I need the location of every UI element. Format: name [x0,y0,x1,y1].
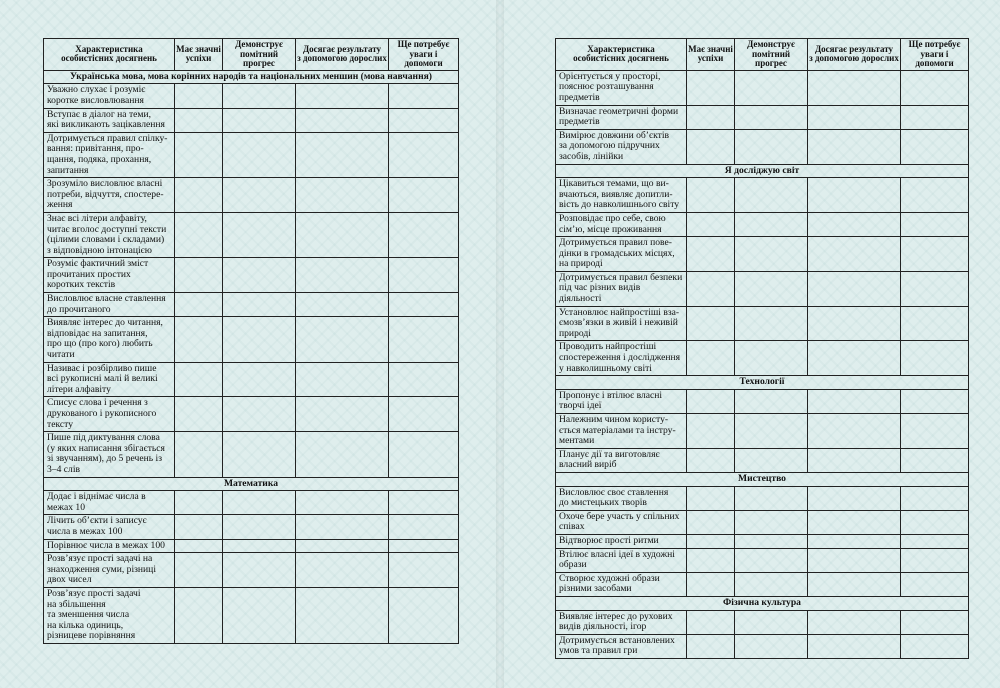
section-row [556,596,969,610]
characteristic-label: Орієнтується у просторі, пояснює розташування предметів [556,70,687,105]
significant-success-cell[interactable] [687,341,735,376]
section-row [556,472,969,486]
right-assessment-table [555,38,969,659]
noticeable-progress-cell[interactable] [223,491,296,515]
noticeable-progress-cell[interactable] [223,515,296,539]
characteristic-label: Належним чином користу- ється матеріалами та інстру- ментами [556,414,687,449]
table-row [556,448,969,472]
characteristic-label: Дотримується правил безпеки під час різних видів діяльності [556,271,687,306]
table-row [44,515,459,539]
needs-attention-cell[interactable] [389,132,459,177]
needs-attention-cell[interactable] [389,178,459,213]
with-adult-help-cell[interactable] [296,539,389,553]
header-characteristic: Характеристика особистісних досягнень [44,39,175,71]
needs-attention-cell[interactable] [901,70,969,105]
table-row [44,397,459,432]
right-page [500,0,1000,688]
characteristic-label: Створює художні образи різними засобами [556,572,687,596]
significant-success-cell[interactable] [175,212,223,257]
characteristic-label: Визначає геометричні форми предметів [556,105,687,129]
table-row [556,271,969,306]
table-row [44,132,459,177]
needs-attention-cell[interactable] [901,178,969,213]
table-row [44,553,459,588]
significant-success-cell[interactable] [175,84,223,108]
needs-attention-cell[interactable] [389,432,459,477]
significant-success-cell[interactable] [687,610,735,634]
section-row [44,70,459,84]
needs-attention-cell[interactable] [389,317,459,362]
table-row [556,548,969,572]
section-row [556,164,969,178]
section-title: Українська мова, мова корінних народів та національних меншин (мова навчання) [44,70,459,84]
table-row [556,534,969,548]
with-adult-help-cell[interactable] [808,572,901,596]
with-adult-help-cell[interactable] [808,178,901,213]
needs-attention-cell[interactable] [901,341,969,376]
with-adult-help-cell[interactable] [808,306,901,341]
section-title: Мистецтво [556,472,969,486]
significant-success-cell[interactable] [687,212,735,236]
significant-success-cell[interactable] [687,271,735,306]
section-title: Фізична культура [556,596,969,610]
header-with-adult-help: Досягає результату з допомогою дорослих [296,39,389,71]
table-row [556,414,969,449]
noticeable-progress-cell[interactable] [223,362,296,397]
noticeable-progress-cell[interactable] [735,129,808,164]
table-row [556,105,969,129]
significant-success-cell[interactable] [687,105,735,129]
needs-attention-cell[interactable] [389,84,459,108]
with-adult-help-cell[interactable] [296,553,389,588]
needs-attention-cell[interactable] [389,362,459,397]
characteristic-label: Вимірює довжини об’єктів за допомогою підручних засобів, лінійки [556,129,687,164]
needs-attention-cell[interactable] [389,587,459,643]
with-adult-help-cell[interactable] [808,389,901,413]
with-adult-help-cell[interactable] [296,212,389,257]
with-adult-help-cell[interactable] [808,341,901,376]
table-row [44,491,459,515]
needs-attention-cell[interactable] [901,634,969,658]
needs-attention-cell[interactable] [389,539,459,553]
needs-attention-cell[interactable] [389,293,459,317]
section-title: Математика [44,477,459,491]
table-row [556,212,969,236]
characteristic-label: Виявляє інтерес до читання, відповідає на запитання, про що (про кого) любить читати [44,317,175,362]
left-assessment-table [43,38,459,644]
noticeable-progress-cell[interactable] [223,132,296,177]
with-adult-help-cell[interactable] [808,105,901,129]
with-adult-help-cell[interactable] [296,491,389,515]
characteristic-label: Знає всі літери алфавіту, читає вголос доступні тексти (цілими словами і складами) з відповідною інтонацією [44,212,175,257]
significant-success-cell[interactable] [687,572,735,596]
header-needs-attention: Ще потребує уваги і допомоги [389,39,459,71]
significant-success-cell[interactable] [687,306,735,341]
header-significant-success: Має значні успіхи [687,39,735,71]
with-adult-help-cell[interactable] [808,486,901,510]
needs-attention-cell[interactable] [901,486,969,510]
with-adult-help-cell[interactable] [808,548,901,572]
with-adult-help-cell[interactable] [808,237,901,272]
significant-success-cell[interactable] [175,258,223,293]
header-noticeable-progress: Демонструє помітний прогрес [735,39,808,71]
noticeable-progress-cell[interactable] [223,258,296,293]
significant-success-cell[interactable] [175,491,223,515]
characteristic-label: Установлює найпростіші вза- ємозв’язки в живій і неживій природі [556,306,687,341]
table-row [44,212,459,257]
significant-success-cell[interactable] [175,178,223,213]
table-row [44,362,459,397]
significant-success-cell[interactable] [687,510,735,534]
characteristic-label: Пропонує і втілює власні творчі ідеї [556,389,687,413]
characteristic-label: Висловлює своє ставлення до мистецьких творів [556,486,687,510]
needs-attention-cell[interactable] [901,105,969,129]
with-adult-help-cell[interactable] [808,534,901,548]
needs-attention-cell[interactable] [901,510,969,534]
needs-attention-cell[interactable] [389,515,459,539]
noticeable-progress-cell[interactable] [735,534,808,548]
significant-success-cell[interactable] [175,362,223,397]
significant-success-cell[interactable] [175,132,223,177]
significant-success-cell[interactable] [175,515,223,539]
table-row [44,317,459,362]
section-title: Технології [556,376,969,390]
table-row [556,129,969,164]
needs-attention-cell[interactable] [901,610,969,634]
with-adult-help-cell[interactable] [296,432,389,477]
with-adult-help-cell[interactable] [808,271,901,306]
characteristic-label: Дотримується правил спілку- вання: привітання, про- щання, подяка, прохання, запитання [44,132,175,177]
significant-success-cell[interactable] [175,587,223,643]
with-adult-help-cell[interactable] [808,70,901,105]
table-row [556,572,969,596]
needs-attention-cell[interactable] [901,548,969,572]
header-row [44,39,459,71]
with-adult-help-cell[interactable] [808,610,901,634]
characteristic-label: Цікавиться темами, що ви- вчаються, виявляє допитли- вість до навколишнього світу [556,178,687,213]
section-row [556,376,969,390]
noticeable-progress-cell[interactable] [223,212,296,257]
header-with-adult-help: Досягає результату з допомогою дорослих [808,39,901,71]
significant-success-cell[interactable] [687,634,735,658]
noticeable-progress-cell[interactable] [735,389,808,413]
significant-success-cell[interactable] [175,317,223,362]
needs-attention-cell[interactable] [901,414,969,449]
with-adult-help-cell[interactable] [296,587,389,643]
with-adult-help-cell[interactable] [296,515,389,539]
table-row [556,634,969,658]
noticeable-progress-cell[interactable] [735,634,808,658]
noticeable-progress-cell[interactable] [223,178,296,213]
header-row [556,39,969,71]
with-adult-help-cell[interactable] [808,212,901,236]
noticeable-progress-cell[interactable] [223,432,296,477]
needs-attention-cell[interactable] [901,534,969,548]
characteristic-label: Висловлює власне ставлення до прочитаного [44,293,175,317]
significant-success-cell[interactable] [687,70,735,105]
characteristic-label: Розповідає про себе, свою сім’ю, місце проживання [556,212,687,236]
noticeable-progress-cell[interactable] [223,317,296,362]
significant-success-cell[interactable] [687,178,735,213]
characteristic-label: Охоче бере участь у спільних співах [556,510,687,534]
header-needs-attention: Ще потребує уваги і допомоги [901,39,969,71]
characteristic-label: Уважно слухає і розуміє коротке висловлювання [44,84,175,108]
significant-success-cell[interactable] [687,486,735,510]
characteristic-label: Називає і розбірливо пише всі рукописні малі й великі літери алфавіту [44,362,175,397]
needs-attention-cell[interactable] [389,491,459,515]
needs-attention-cell[interactable] [901,212,969,236]
noticeable-progress-cell[interactable] [735,306,808,341]
needs-attention-cell[interactable] [901,237,969,272]
noticeable-progress-cell[interactable] [735,486,808,510]
table-row [44,178,459,213]
needs-attention-cell[interactable] [389,553,459,588]
with-adult-help-cell[interactable] [296,293,389,317]
with-adult-help-cell[interactable] [296,84,389,108]
table-row [556,510,969,534]
table-row [44,432,459,477]
noticeable-progress-cell[interactable] [735,178,808,213]
header-noticeable-progress: Демонструє помітний прогрес [223,39,296,71]
needs-attention-cell[interactable] [389,108,459,132]
noticeable-progress-cell[interactable] [735,572,808,596]
needs-attention-cell[interactable] [901,129,969,164]
characteristic-label: Списує слова і речення з друкованого і рукописного тексту [44,397,175,432]
header-characteristic: Характеристика особистісних досягнень [556,39,687,71]
with-adult-help-cell[interactable] [808,510,901,534]
significant-success-cell[interactable] [175,108,223,132]
table-row [556,486,969,510]
with-adult-help-cell[interactable] [296,178,389,213]
needs-attention-cell[interactable] [901,389,969,413]
characteristic-label: Проводить найпростіші спостереження і дослідження у навколишньому світі [556,341,687,376]
noticeable-progress-cell[interactable] [223,397,296,432]
section-row [44,477,459,491]
table-row [44,108,459,132]
noticeable-progress-cell[interactable] [223,587,296,643]
with-adult-help-cell[interactable] [808,448,901,472]
noticeable-progress-cell[interactable] [223,84,296,108]
significant-success-cell[interactable] [687,389,735,413]
table-row [556,70,969,105]
noticeable-progress-cell[interactable] [223,539,296,553]
needs-attention-cell[interactable] [389,258,459,293]
noticeable-progress-cell[interactable] [735,610,808,634]
characteristic-label: Відтворює прості ритми [556,534,687,548]
noticeable-progress-cell[interactable] [735,548,808,572]
noticeable-progress-cell[interactable] [735,212,808,236]
with-adult-help-cell[interactable] [296,362,389,397]
significant-success-cell[interactable] [175,539,223,553]
table-row [556,306,969,341]
with-adult-help-cell[interactable] [296,317,389,362]
needs-attention-cell[interactable] [901,306,969,341]
noticeable-progress-cell[interactable] [735,70,808,105]
characteristic-label: Зрозуміло висловлює власні потреби, відчуття, спостере- ження [44,178,175,213]
noticeable-progress-cell[interactable] [223,293,296,317]
significant-success-cell[interactable] [687,548,735,572]
table-row [556,389,969,413]
with-adult-help-cell[interactable] [808,414,901,449]
characteristic-label: Планує дії та виготовляє власний виріб [556,448,687,472]
characteristic-label: Вступає в діалог на теми, які викликають зацікавлення [44,108,175,132]
with-adult-help-cell[interactable] [296,132,389,177]
table-row [44,539,459,553]
table-row [556,178,969,213]
characteristic-label: Порівнює числа в межах 100 [44,539,175,553]
with-adult-help-cell[interactable] [296,258,389,293]
characteristic-label: Виявляє інтерес до рухових видів діяльності, ігор [556,610,687,634]
noticeable-progress-cell[interactable] [223,553,296,588]
with-adult-help-cell[interactable] [296,397,389,432]
significant-success-cell[interactable] [175,432,223,477]
table-row [44,84,459,108]
characteristic-label: Пише під диктування слова (у яких написання збігається зі звучанням), до 5 речень із 3–4 слів [44,432,175,477]
significant-success-cell[interactable] [687,448,735,472]
needs-attention-cell[interactable] [389,397,459,432]
noticeable-progress-cell[interactable] [735,341,808,376]
section-title: Я досліджую світ [556,164,969,178]
characteristic-label: Додає і віднімає числа в межах 10 [44,491,175,515]
table-row [44,293,459,317]
table-row [44,587,459,643]
significant-success-cell[interactable] [687,534,735,548]
significant-success-cell[interactable] [175,293,223,317]
significant-success-cell[interactable] [175,553,223,588]
noticeable-progress-cell[interactable] [735,105,808,129]
noticeable-progress-cell[interactable] [735,510,808,534]
table-row [556,237,969,272]
table-row [556,610,969,634]
characteristic-label: Розв’язує прості задачі на знаходження суми, різниці двох чисел [44,553,175,588]
needs-attention-cell[interactable] [389,212,459,257]
characteristic-label: Дотримується правил пове- дінки в громадських місцях, на природі [556,237,687,272]
significant-success-cell[interactable] [687,129,735,164]
significant-success-cell[interactable] [687,237,735,272]
noticeable-progress-cell[interactable] [223,108,296,132]
noticeable-progress-cell[interactable] [735,237,808,272]
significant-success-cell[interactable] [687,414,735,449]
table-row [44,258,459,293]
noticeable-progress-cell[interactable] [735,448,808,472]
needs-attention-cell[interactable] [901,271,969,306]
characteristic-label: Дотримується встановлених умов та правил гри [556,634,687,658]
noticeable-progress-cell[interactable] [735,414,808,449]
with-adult-help-cell[interactable] [808,634,901,658]
header-significant-success: Має значні успіхи [175,39,223,71]
characteristic-label: Втілює власні ідеї в художні образи [556,548,687,572]
noticeable-progress-cell[interactable] [735,271,808,306]
needs-attention-cell[interactable] [901,572,969,596]
characteristic-label: Розв’язує прості задачі на збільшення та зменшення числа на кілька одиниць, різницеве порівняння [44,587,175,643]
with-adult-help-cell[interactable] [808,129,901,164]
characteristic-label: Розуміє фактичний зміст прочитаних простих коротких текстів [44,258,175,293]
with-adult-help-cell[interactable] [296,108,389,132]
characteristic-label: Лічить об’єкти і записує числа в межах 100 [44,515,175,539]
significant-success-cell[interactable] [175,397,223,432]
table-row [556,341,969,376]
needs-attention-cell[interactable] [901,448,969,472]
